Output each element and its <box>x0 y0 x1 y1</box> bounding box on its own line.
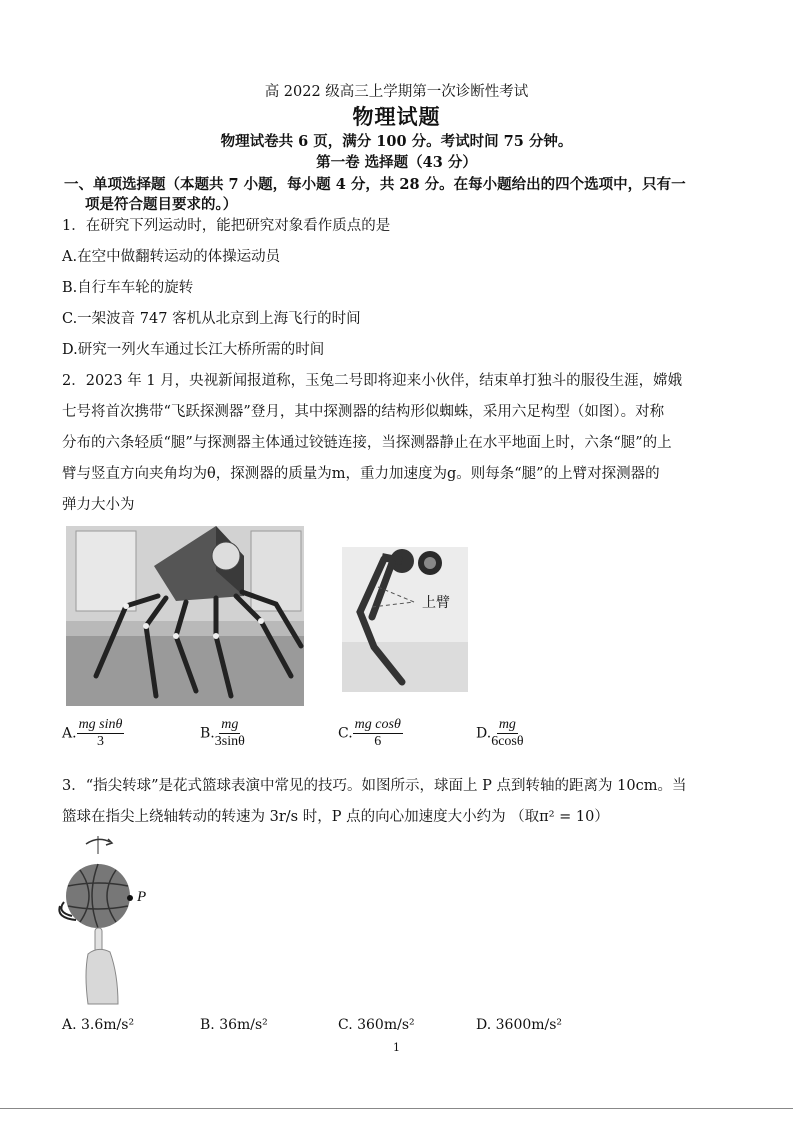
volume-heading: 第一卷 选择题（43 分） <box>316 154 477 171</box>
footer-rule <box>0 1108 793 1109</box>
q3-line2: 篮球在指尖上绕轴转动的转速为 3r/s 时，P 点的向心加速度大小约为 （取π² = 10） <box>62 809 609 825</box>
q2-option-c-denominator: 6 <box>374 734 382 749</box>
exam-line: 高 2022 级高三上学期第一次诊断性考试 <box>264 84 529 100</box>
probe-photo <box>66 526 304 706</box>
section-heading-line2: 项是符合题目要求的。） <box>85 196 238 213</box>
q2-line1: 2．2023 年 1 月，央视新闻报道称，玉兔二号即将迎来小伙伴，结束单打独斗的服役生涯，嫦娥 <box>62 373 683 389</box>
q1-option-c: C.一架波音 747 客机从北京到上海飞行的时间 <box>62 311 361 327</box>
q2-option-d-denominator: 6cosθ <box>491 734 524 749</box>
q3-option-b: B. 36m/s² <box>200 1017 268 1033</box>
upper-arm-label: 上臂 <box>422 595 450 611</box>
q1-stem: 1．在研究下列运动时，能把研究对象看作质点的是 <box>62 218 391 234</box>
q3-option-c: C. 360m/s² <box>338 1017 415 1033</box>
q2-option-a-numerator: mg sinθ <box>78 717 123 732</box>
q1-option-a: A.在空中做翻转运动的体操运动员 <box>62 249 281 265</box>
q2-line5: 弹力大小为 <box>62 497 135 513</box>
q2-option-b <box>200 717 245 750</box>
q2-option-a-denominator: 3 <box>96 734 104 749</box>
q3-option-a: A. 3.6m/s² <box>62 1017 135 1033</box>
point-p-label: P <box>137 889 147 905</box>
section-heading-line1: 一、单项选择题（本题共 7 小题，每小题 4 分，共 28 分。在每小题给出的四个选项中，只有一 <box>64 176 686 193</box>
page-number: 1 <box>393 1041 400 1054</box>
q2-option-a-label: A. <box>62 725 77 742</box>
q2-option-d-numerator: mg <box>498 717 516 732</box>
leg-diagram <box>342 547 468 692</box>
q2-option-c-label: C. <box>338 725 353 742</box>
q2-option-b-label: B. <box>200 725 215 742</box>
q3-line1: 3．“指尖转球”是花式篮球表演中常见的技巧。如图所示，球面上 P 点到转轴的距离为 10cm。当 <box>62 778 687 794</box>
q2-option-c-numerator: mg cosθ <box>354 717 401 732</box>
q1-option-b: B.自行车车轮的旋转 <box>62 280 194 296</box>
q3-option-d: D. 3600m/s² <box>476 1017 563 1033</box>
q2-option-a <box>62 717 124 750</box>
q2-option-d <box>476 717 524 750</box>
q2-option-c <box>338 717 403 750</box>
q1-option-d: D.研究一列火车通过长江大桥所需的时间 <box>62 342 325 358</box>
q2-line2: 七号将首次携带“飞跃探测器”登月，其中探测器的结构形似蜘蛛，采用六足构型（如图）。对称 <box>62 404 665 420</box>
q2-option-d-label: D. <box>476 725 492 742</box>
q2-line4: 臂与竖直方向夹角均为θ，探测器的质量为m，重力加速度为g。则每条“腿”的上臂对探测器的 <box>62 466 660 482</box>
exam-info: 物理试卷共 6 页，满分 100 分。考试时间 75 分钟。 <box>220 133 573 150</box>
q2-option-b-denominator: 3sinθ <box>214 734 245 749</box>
basketball-figure <box>58 834 158 1006</box>
q2-option-b-numerator: mg <box>221 717 239 732</box>
q2-line3: 分布的六条轻质“腿”与探测器主体通过铰链连接，当探测器静止在水平地面上时，六条“腿”的上 <box>62 435 672 451</box>
page-title: 物理试题 <box>352 104 441 129</box>
